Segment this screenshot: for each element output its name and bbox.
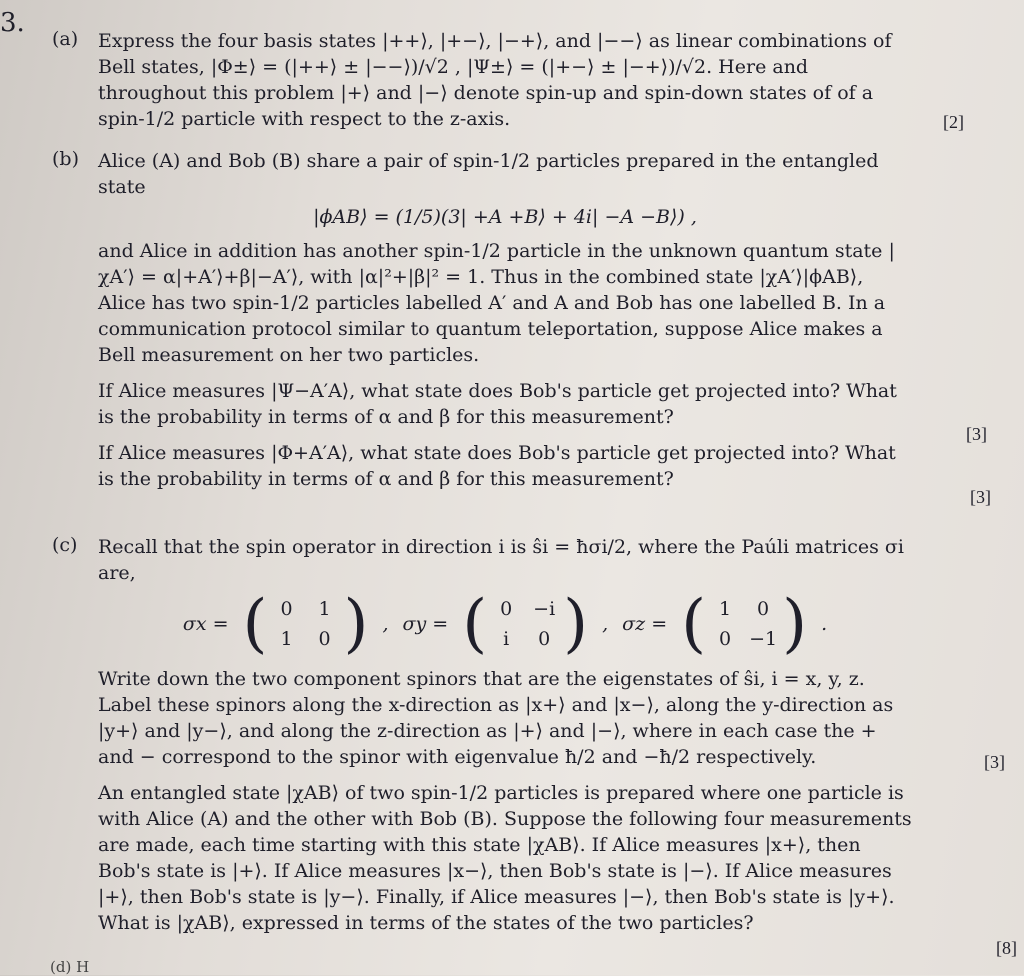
part-b-question-1: If Alice measures |Ψ−A′A⟩, what state does Bob's particle get projected into? What is the probability in terms of α and β for this measurement? [98,380,897,428]
part-c-paragraph-2: Write down the two component spinors that are the eigenstates of ŝi, i = x, y, z. Label these spinors along the x-direction as |x+⟩ and |x−⟩, along the y-direction as |y+⟩ and |y−⟩, and along the z-direction as |+⟩ and |−⟩, where in each case the + and − correspond to the spinor with eigenvalue ħ/2 and −ħ/2 respectively. [98,668,894,768]
part-c-para2-mark: [3] [984,752,1005,772]
part-c-label: (c) [52,534,78,556]
matrix-entry: 0 [500,598,513,620]
matrix-entry: 1 [318,598,331,620]
part-b-label: (b) [52,148,79,170]
part-a [52,28,912,142]
part-b [52,148,912,502]
sigma-y-matrix: ( 0 −i i 0 ) [462,587,589,661]
matrix-entry: −1 [749,628,778,650]
part-b-intro: Alice (A) and Bob (B) share a pair of spin-1/2 particles prepared in the entangled state [98,150,879,198]
matrix-entry: −i [533,598,556,620]
sigma-z-matrix: ( 1 0 0 −1 ) [681,587,808,661]
matrix-entry: i [503,628,510,650]
matrix-entry: 0 [719,628,732,650]
sigma-y-label: σy = [402,613,449,635]
part-a-label: (a) [52,28,79,50]
part-b-q2-mark: [3] [970,487,991,507]
sigma-x-matrix: ( 0 1 1 0 ) [242,587,369,661]
part-c-paragraph-3: An entangled state |χAB⟩ of two spin-1/2 particles is prepared where one particle is with Alice (A) and the other with Bob (B). Suppose the following four measurements are made, each time starting with this state |χAB⟩. If Alice measures |x+⟩, then Bob's state is |+⟩. If Alice measures |x−⟩, then Bob's state is |−⟩. If Alice measures |+⟩, then Bob's state is |y−⟩. Finally, if Alice measures |−⟩, then Bob's state is |y+⟩. What is |χAB⟩, expressed in terms of the states of the two particles? [98,782,912,934]
matrix-entry: 0 [318,628,331,650]
part-b-equation: |ϕAB⟩ = (1/5)(3| +A +B⟩ + 4i| −A −B⟩) , [313,206,697,228]
matrix-entry: 1 [280,628,293,650]
matrix-entry: 0 [280,598,293,620]
question-number: 3. [0,8,25,38]
part-b-paragraph: and Alice in addition has another spin-1/2 particle in the unknown quantum state |χA′⟩ = α|+A′⟩+β|−A′⟩, with |α|²+|β|² = 1. Thus in the combined state |χA′⟩|ϕAB⟩, Alice has two spin-1/2 particles labelled A′ and A and Bob has one labelled B. In a communication protocol similar to quantum teleportation, suppose Alice makes a Bell measurement on her two particles. [98,240,895,366]
sigma-x-label: σx = [182,613,229,635]
matrix-entry: 0 [538,628,551,650]
sigma-z-label: σz = [622,613,668,635]
part-c-para3-mark: [8] [996,938,1017,958]
part-c-intro: Recall that the spin operator in direction i is ŝi = ħσi/2, where the Paúli matrices σi are, [98,536,904,584]
pauli-matrices: σx = ( 0 1 1 0 ) , σy = ( 0 −i i 0 ) , σz = ( 1 0 0 −1 ) . [182,587,828,661]
matrix-entry: 1 [719,598,732,620]
part-d-fragment: (d) H [50,958,90,976]
part-a-mark: [2] [943,112,964,132]
part-a-text: Express the four basis states |++⟩, |+−⟩, |−+⟩, and |−−⟩ as linear combinations of Bell states, |Φ±⟩ = (|++⟩ ± |−−⟩)/√2 , |Ψ±⟩ = (|+−⟩ ± |−+⟩)/√2. Here and throughout this problem |+⟩ and |−⟩ denote spin-up and spin-down states of of a spin-1/2 particle with respect to the z-axis. [98,30,892,130]
part-b-q1-mark: [3] [966,424,987,444]
part-b-question-2: If Alice measures |Φ+A′A⟩, what state does Bob's particle get projected into? What is the probability in terms of α and β for this measurement? [98,442,896,490]
part-c [52,534,912,946]
matrix-entry: 0 [757,598,770,620]
